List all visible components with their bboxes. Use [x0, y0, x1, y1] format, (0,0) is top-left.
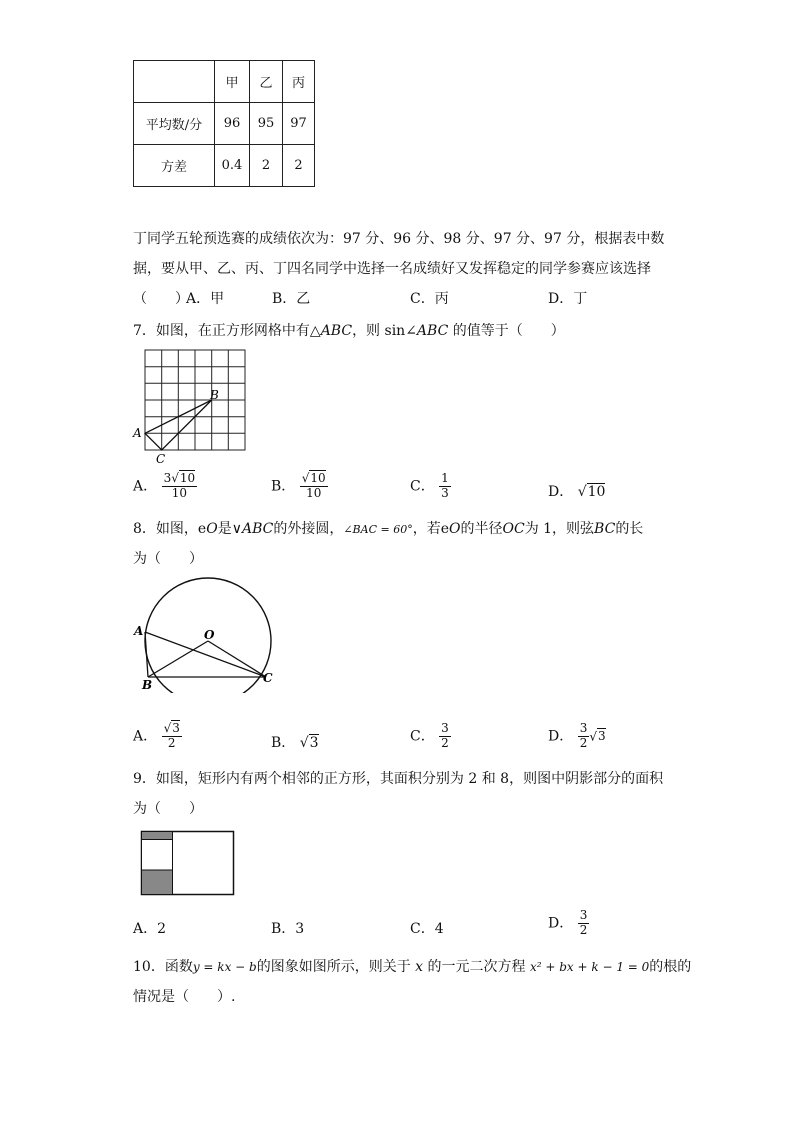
q7-option-d: D． √10	[548, 484, 606, 500]
table-cell: 95	[250, 103, 283, 145]
circle-o: O	[449, 521, 461, 537]
q10-mid2: 的一元二次方程	[427, 959, 526, 975]
option-letter: A．	[133, 728, 158, 745]
radicand: 3	[172, 721, 180, 735]
quadratic-equation: x² + bx + k − 1 = 0	[529, 960, 650, 974]
denominator: 2	[441, 735, 449, 750]
radicand: 10	[310, 471, 326, 485]
fraction: $\frac{√3}{2}$	[163, 721, 180, 750]
q8-mid: ，若	[412, 521, 441, 537]
segment-bc: BC	[594, 521, 616, 537]
option-letter: D．	[548, 915, 574, 932]
numerator: 3	[579, 721, 588, 735]
label-c: C	[263, 671, 273, 685]
option-letter: C．	[410, 728, 435, 745]
q8-prefix: 8．如图，	[133, 521, 198, 537]
grid-triangle-figure	[130, 345, 255, 467]
label-a: A	[133, 426, 142, 440]
q9-line1: 9．如图，矩形内有两个相邻的正方形，其面积分别为 2 和 8，则图中阴影部分的面积	[133, 771, 664, 787]
q7-angle: ABC	[416, 323, 449, 339]
variable-x: x	[415, 959, 424, 975]
q9-line2: 为（ ）	[133, 801, 203, 817]
radicand: 10	[587, 484, 606, 500]
triangle-abc-label: ABC	[241, 521, 274, 537]
q10-prefix: 10．函数	[133, 959, 193, 975]
table-row	[134, 145, 315, 187]
radicand: 3	[309, 735, 319, 751]
q6-line2: 据，要从甲、乙、丙、丁四名同学中选择一名成绩好又发挥稳定的同学参赛应该选择	[133, 261, 651, 277]
label-c: C	[156, 452, 166, 466]
q10-end: 的根的	[649, 959, 692, 975]
option-letter: D．	[548, 728, 574, 745]
q7-mid: ，则 sin∠	[352, 323, 417, 339]
q8-end: 的长	[615, 521, 644, 537]
option-letter: D．	[548, 484, 574, 500]
q9-option-b: B．3	[271, 921, 305, 937]
label-o: O	[204, 628, 215, 642]
stats-table	[133, 60, 315, 187]
table-header-cell: 甲	[215, 61, 250, 103]
q6-paren: （ ）	[133, 291, 189, 307]
option-letter: B．	[271, 478, 296, 495]
q7-option-c	[410, 472, 451, 501]
q6-option-a: A．甲	[186, 291, 225, 307]
denominator: 10	[306, 485, 322, 500]
q8-is: 是	[217, 521, 232, 537]
large-square	[173, 832, 234, 895]
triangle-symbol: ∨	[231, 521, 242, 537]
q8-stem	[133, 518, 643, 538]
q7-stem	[133, 320, 565, 340]
q8-option-d: D． $\frac{3}{2}$ √3	[548, 721, 606, 750]
q8-option-a	[133, 722, 182, 751]
fraction	[439, 722, 451, 751]
option-letter: C．	[410, 478, 435, 495]
q9-option-d	[548, 909, 589, 938]
denominator: 2	[579, 735, 588, 750]
numerator: 3	[579, 908, 588, 922]
table-header-cell: 丙	[283, 61, 315, 103]
option-letter: B．	[271, 735, 296, 751]
q6-option-b: B．乙	[272, 291, 311, 307]
fraction: $\frac{3√10}{10}$	[163, 471, 196, 500]
q8-radius-text: 的半径	[460, 521, 503, 537]
q6-line1: 丁同学五轮预选赛的成绩依次为：97 分、96 分、98 分、97 分、97 分，根据表中数	[133, 231, 665, 247]
table-cell: 97	[283, 103, 315, 145]
shaded-region-bottom	[142, 870, 173, 895]
denominator: 2	[167, 735, 176, 750]
fraction	[578, 722, 590, 751]
circle-symbol: e	[440, 521, 449, 537]
q7-prefix: 7．如图，在正方形网格中有	[133, 323, 310, 339]
function-expression: y = kx − b	[192, 960, 257, 974]
fraction	[439, 472, 451, 501]
q7-option-a	[133, 472, 197, 501]
q7-suffix: 的值等于（ ）	[448, 323, 565, 339]
option-letter: A．	[133, 478, 158, 495]
table-row-label: 平均数/分	[134, 103, 215, 145]
circle-figure	[130, 575, 280, 693]
table-header-cell	[134, 61, 215, 103]
angle-condition: ∠BAC = 60°	[343, 523, 413, 536]
q7-triangle: △ABC	[309, 323, 353, 339]
q8-option-c	[410, 722, 451, 751]
table-cell: 2	[250, 145, 283, 187]
numerator: 3	[441, 721, 449, 735]
fraction	[578, 909, 590, 938]
table-row-label: 方差	[134, 145, 215, 187]
q9-option-c: C．4	[410, 921, 444, 937]
table-row	[134, 103, 315, 145]
table-header-row	[134, 61, 315, 103]
small-square	[142, 840, 173, 871]
q6-option-c: C．丙	[410, 291, 449, 307]
q10-line2: 情况是（ ）.	[133, 989, 236, 1005]
q7-option-b	[271, 472, 328, 501]
denominator: 3	[441, 485, 449, 500]
q8-circum: 的外接圆，	[273, 521, 344, 537]
table-cell: 96	[215, 103, 250, 145]
circle-symbol: e	[197, 521, 207, 537]
shaded-region-top	[142, 832, 173, 840]
q9-option-a: A．2	[133, 921, 167, 937]
table-cell: 2	[283, 145, 315, 187]
table-header-cell: 乙	[250, 61, 283, 103]
q8-line2: 为（ ）	[133, 551, 203, 567]
circle-o: O	[206, 521, 218, 537]
q10-mid: 的图象如图所示，则关于	[256, 959, 411, 975]
q6-option-d: D．丁	[548, 291, 588, 307]
table-cell: 0.4	[215, 145, 250, 187]
denominator: 2	[579, 922, 588, 937]
segment-oc: OC	[502, 521, 525, 537]
q10-stem	[133, 956, 691, 976]
label-b: B	[142, 678, 153, 692]
rectangle-squares-figure	[140, 830, 236, 898]
label-a: A	[134, 624, 144, 638]
q8-radius-val: 为 1，则弦	[524, 521, 595, 537]
fraction: $\frac{√10}{10}$	[301, 471, 326, 500]
denominator: 10	[171, 485, 187, 500]
radicand: 10	[179, 471, 196, 485]
label-b: B	[210, 388, 219, 402]
radicand: 3	[597, 729, 606, 744]
square-grid	[145, 350, 245, 450]
coef: 3	[163, 471, 172, 485]
q8-option-b: B． √3	[271, 735, 319, 751]
numerator: 1	[441, 471, 449, 485]
